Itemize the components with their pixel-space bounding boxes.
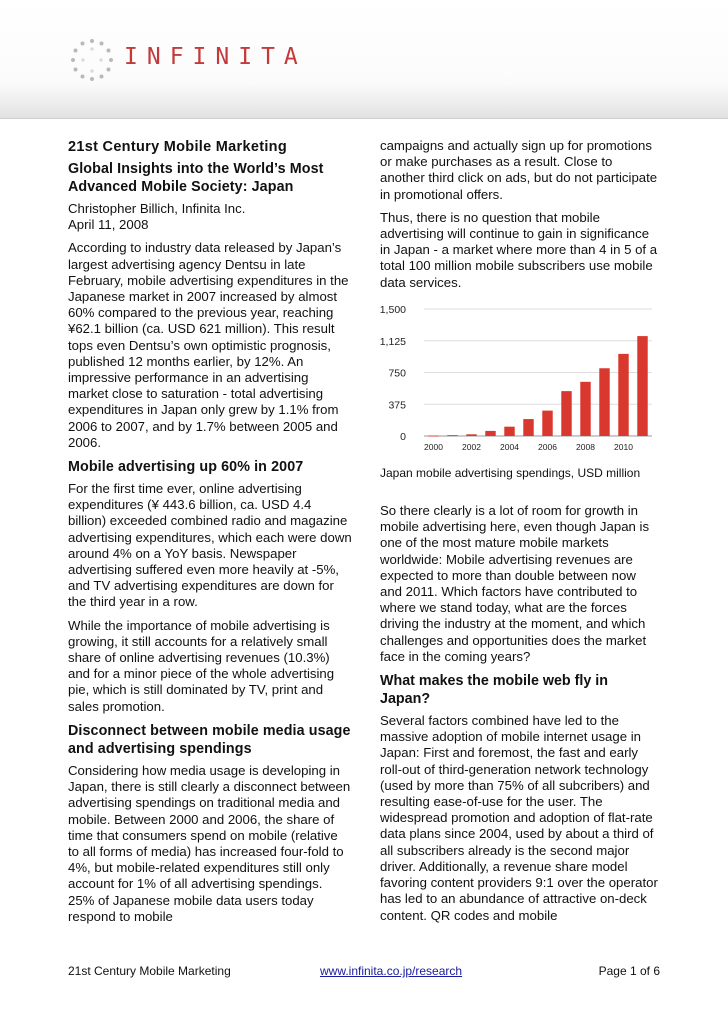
footer-title: 21st Century Mobile Marketing bbox=[68, 964, 231, 978]
section-heading: Disconnect between mobile media usage and advertising spendings bbox=[68, 722, 351, 757]
paragraph: While the importance of mobile advertising is growing, it still accounts for a relatively small share of online advertising revenues (10.3%) and for a minor piece of the whole advertising pie, which is still dominated by TV, print and sales promotion. bbox=[68, 617, 335, 714]
bar bbox=[561, 391, 571, 436]
logo-dots-icon bbox=[70, 38, 114, 82]
bar bbox=[485, 431, 495, 436]
paragraph: According to industry data released by Japan’s largest advertising agency Dentsu in late February, mobile advertising expenditures in the Japanese market in 2007 increased by almost 60% compared to the previous year, reaching ¥62.1 billion (ca. USD 621 million). This result tops even Dentsu’s own optimistic prognosis, published 12 months earlier, by 12%. An impressive performance in an advertising market close to saturation - total advertising expenditures in Japan only grew by 1.1% from 2006 to 2007, and by 1.7% between 2005 and 2006. bbox=[68, 240, 349, 450]
section-heading: What makes the mobile web fly in Japan? bbox=[380, 673, 609, 708]
section-heading: Mobile advertising up 60% in 2007 bbox=[68, 459, 304, 476]
y-tick-label: 0 bbox=[400, 430, 406, 443]
x-tick-label: 2008 bbox=[576, 441, 595, 452]
brand-logo: INFINITA bbox=[124, 44, 307, 70]
footer-link[interactable]: www.infinita.co.jp/research bbox=[320, 964, 463, 978]
page-number: Page 1 of 6 bbox=[598, 964, 660, 978]
left-column bbox=[68, 138, 352, 932]
paragraph: Thus, there is no question that mobile advertising will continue to gain in significance in Japan - a market where more than 4 in 5 of a total 100 million mobile subscribers use mobile data services. bbox=[380, 209, 658, 290]
chart-caption: Japan mobile advertising spendings, USD million bbox=[380, 465, 641, 480]
x-tick-label: 2006 bbox=[538, 441, 557, 452]
paragraph: Several factors combined have led to the massive adoption of mobile internet usage in Japan: First and foremost, the fast and early roll-out of third-generation network technology (used by more than 75% of all subcribers) and resulting ease-of-use for the user. The widespread promotion and adoption of flat-rate data plans since 2004, used by about a third of all subscribers already is the second major driver. Additionally, a revenue share model favoring content providers 9:1 over the operator has led to an abundance of attractive on-deck content. QR codes and mobile bbox=[380, 713, 658, 923]
x-tick-label: 2002 bbox=[462, 441, 481, 452]
right-column bbox=[380, 138, 660, 931]
y-tick-label: 1,500 bbox=[380, 303, 406, 316]
paragraph: Considering how media usage is developing in Japan, there is still clearly a disconnect between advertising spendings on traditional media and mobile. Between 2000 and 2006, the share of time that consumers spend on mobile (relative to all forms of media) has increased four-fold to 4%, but mobile-related expenditures still only account for 1% of all advertising spendings. 25% of Japanese mobile data users today respond to mobile bbox=[68, 762, 351, 924]
x-tick-label: 2000 bbox=[424, 441, 443, 452]
paragraph: So there clearly is a lot of room for growth in mobile advertising here, even though Japan is one of the most mature mobile markets worldwide: Mobile advertising revenues are expected to more than double between now and 2011. Which factors have contributed to where we stand today, what are the forces driving the industry at the moment, and which challenges and opportunities does the market face in the coming years? bbox=[380, 503, 650, 664]
bar bbox=[523, 419, 533, 436]
page-header bbox=[0, 0, 728, 119]
bar bbox=[637, 336, 647, 436]
bar bbox=[466, 434, 476, 436]
x-tick-label: 2010 bbox=[614, 441, 633, 452]
doc-title: 21st Century Mobile Marketing bbox=[68, 139, 287, 155]
paragraph: campaigns and actually sign up for promotions or make purchases as a result. Close to another third click on ads, but do not participate in promotional offers. bbox=[380, 138, 658, 202]
bar-chart bbox=[380, 299, 660, 459]
bar bbox=[428, 435, 438, 436]
page-footer bbox=[68, 964, 660, 980]
author: Christopher Billich, Infinita Inc. bbox=[68, 201, 246, 216]
doc-subtitle: Global Insights into the World’s Most Advanced Mobile Society: Japan bbox=[68, 161, 324, 195]
x-tick-label: 2004 bbox=[500, 441, 519, 452]
bar bbox=[447, 435, 457, 436]
bar bbox=[580, 382, 590, 436]
bar bbox=[504, 427, 514, 436]
y-tick-label: 375 bbox=[388, 399, 406, 412]
date: April 11, 2008 bbox=[68, 217, 149, 233]
bar bbox=[599, 368, 609, 436]
paragraph: For the first time ever, online advertising expenditures (¥ 443.6 billion, ca. USD 4.4 billion) exceeded combined radio and magazine advertising expenditures, which each were down around 4% on a YoY basis. Newspaper advertising suffered even more heavily at -5%, and TV advertising expenditures are down for the third year in a row. bbox=[68, 481, 352, 610]
y-tick-label: 1,125 bbox=[380, 335, 406, 348]
bar bbox=[542, 410, 552, 435]
bar bbox=[618, 354, 628, 436]
chart-svg bbox=[380, 299, 660, 459]
y-tick-label: 750 bbox=[388, 367, 406, 380]
